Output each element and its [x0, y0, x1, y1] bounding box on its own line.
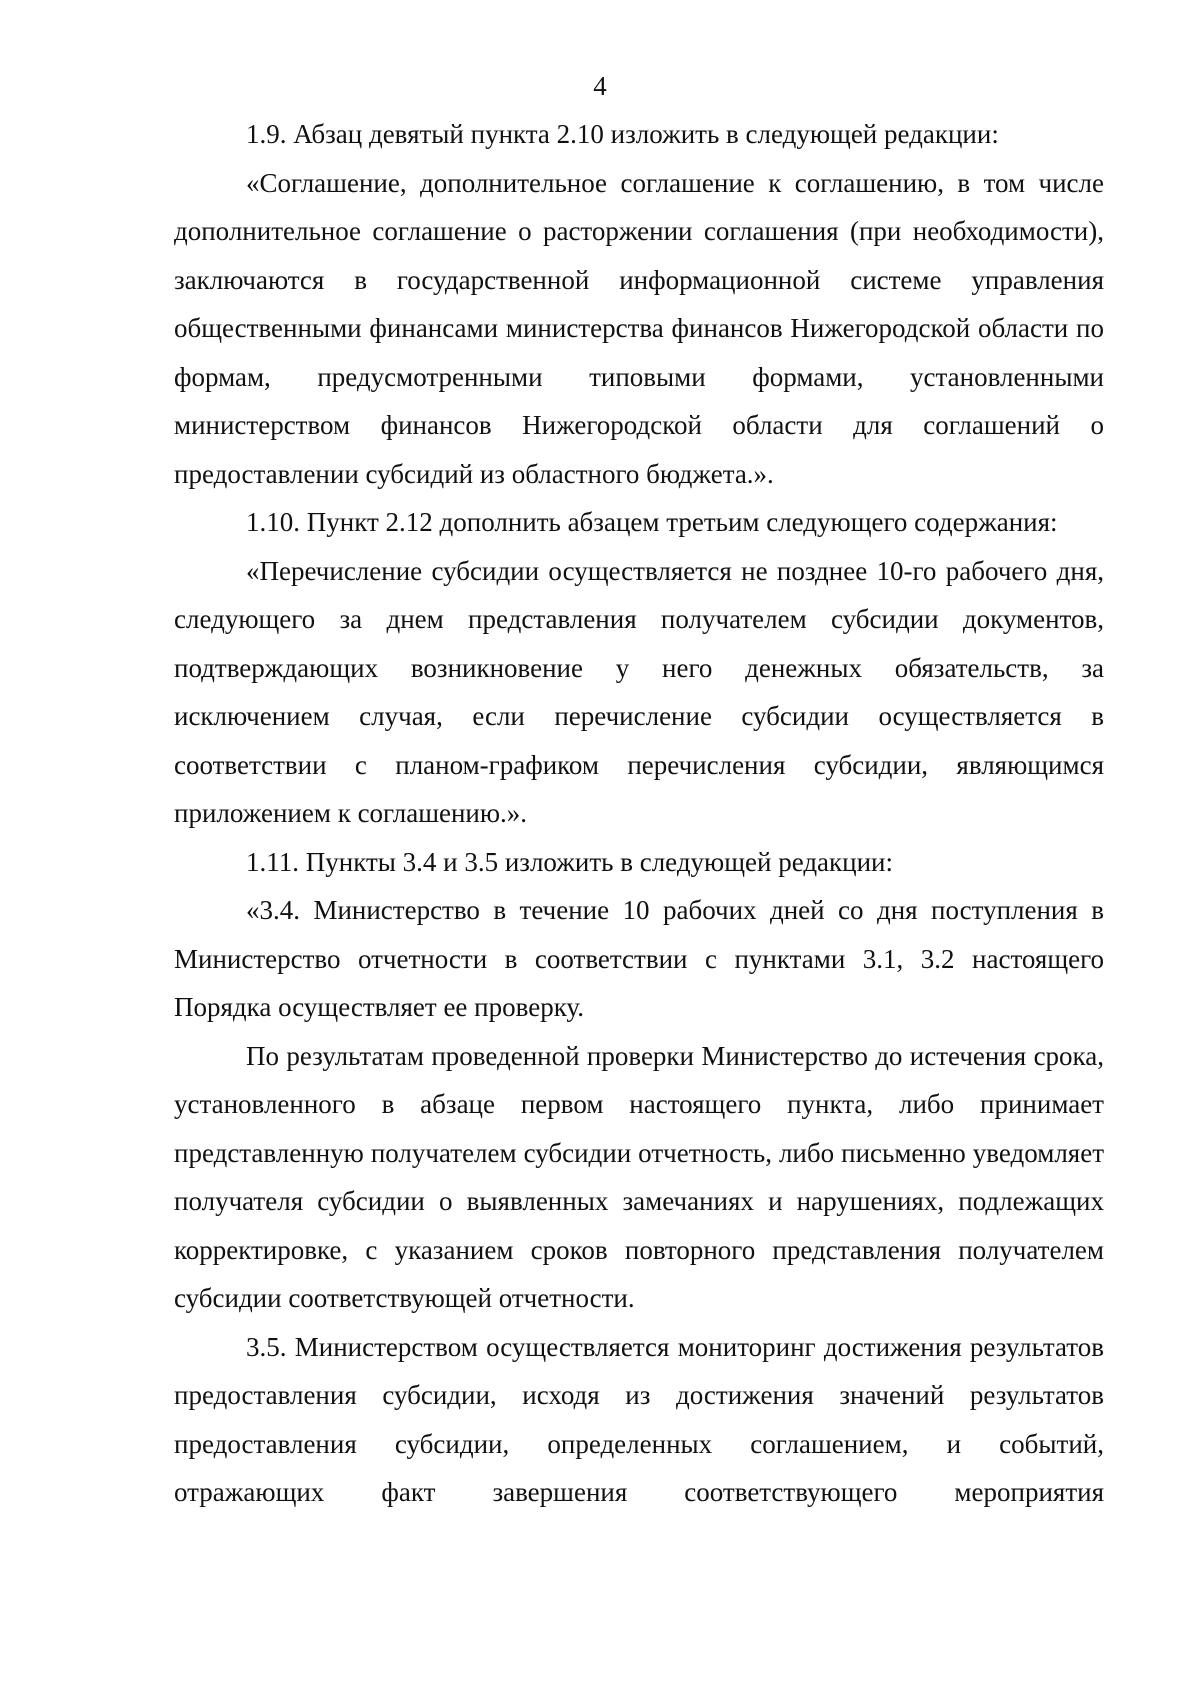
paragraph-3-5: 3.5. Министерством осуществляется мониторинг достижения результатов предоставления субсидии, исходя из достижения значений результатов предоставления субсидии, определенных соглашением, и событий, отражающих факт завершения соответствующего мероприятия: [174, 1331, 1104, 1507]
document-body: [174, 110, 1104, 1517]
paragraph-1-9: 1.9. Абзац девятый пункта 2.10 изложить в следующей редакции:: [246, 119, 999, 149]
paragraph-1-10: 1.10. Пункт 2.12 дополнить абзацем третьим следующего содержания:: [246, 507, 1058, 537]
paragraph-1-11: 1.11. Пункты 3.4 и 3.5 изложить в следующей редакции:: [246, 846, 894, 877]
paragraph-agreement-quote: «Соглашение, дополнительное соглашение к соглашению, в том числе дополнительное соглашение о расторжении соглашения (при необходимости), заключаются в государственной информационной системе управления общественными финансами министерства финансов Нижегородской области по формам, предусмотренными типовыми формами, установленными министерством финансов Нижегородской области для соглашений о предоставлении субсидий из областного бюджета.».: [174, 167, 1104, 489]
page-number: 4: [593, 71, 607, 101]
paragraph-3-4: «3.4. Министерство в течение 10 рабочих дней со дня поступления в Министерство отчетности в соответствии с пунктами 3.1, 3.2 настоящего Порядка осуществляет ее проверку.: [174, 895, 1104, 1022]
paragraph-transfer-quote: «Перечисление субсидии осуществляется не позднее 10-го рабочего дня, следующего за днем представления получателем субсидии документов, подтверждающих возникновение у него денежных обязательств, за исключением случая, если перечисление субсидии осуществляется в соответствии с планом-графиком перечисления субсидии, являющимся приложением к соглашению.».: [174, 555, 1104, 828]
paragraph-review-results: По результатам проведенной проверки Министерство до истечения срока, установленного в абзаце первом настоящего пункта, либо принимает представленную получателем субсидии отчетность, либо письменно уведомляет получателя субсидии о выявленных замечаниях и нарушениях, подлежащих корректировке, с указанием сроков повторного представления получателем субсидии соответствующей отчетности.: [174, 1040, 1104, 1313]
